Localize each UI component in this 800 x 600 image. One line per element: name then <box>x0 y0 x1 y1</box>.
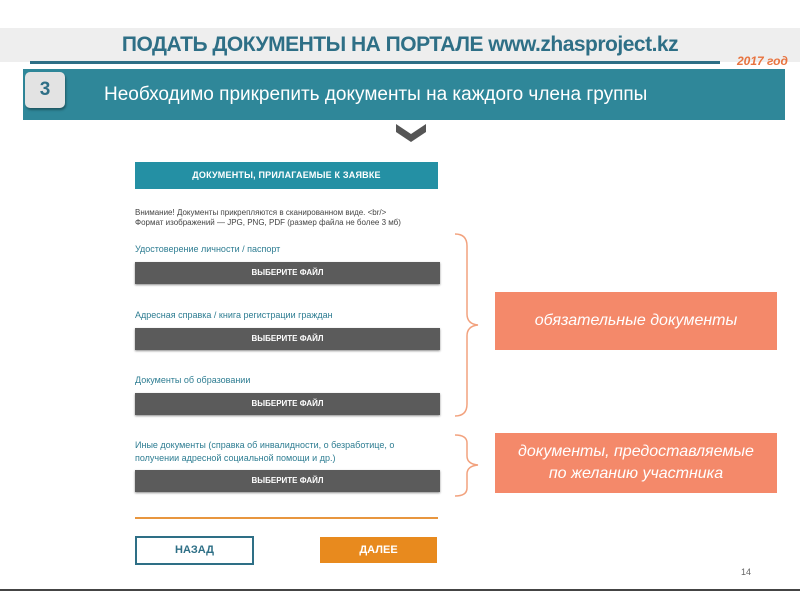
chevron-down-icon <box>396 124 426 144</box>
title-underline <box>30 61 720 64</box>
field-label-address: Адресная справка / книга регистрации граждан <box>135 310 333 320</box>
field-label-education: Документы об образовании <box>135 375 251 385</box>
choose-file-button-other[interactable]: ВЫБЕРИТЕ ФАЙЛ <box>135 470 440 492</box>
callout-required-documents: обязательные документы <box>495 292 777 350</box>
step-number-badge: 3 <box>25 72 65 108</box>
callout-line: по желанию участника <box>548 465 724 482</box>
curly-bracket-icons <box>450 228 490 503</box>
field-label-passport: Удостоверение личности / паспорт <box>135 244 281 254</box>
upload-notice <box>135 208 445 228</box>
year-label: 2017 год <box>737 54 788 68</box>
field-label-other: Иные документы (справка об инвалидности, о безработице, о получении адресной социальной помощи и др.) <box>135 440 395 463</box>
footer-line <box>0 589 800 591</box>
callout-optional-documents <box>495 433 777 493</box>
page-number: 14 <box>741 567 752 577</box>
back-button[interactable]: НАЗАД <box>135 536 254 565</box>
form-divider <box>135 517 438 519</box>
notice-line: Формат изображений — JPG, PNG, PDF (размер файла не более 3 мб) <box>135 218 401 227</box>
choose-file-button-address[interactable]: ВЫБЕРИТЕ ФАЙЛ <box>135 328 440 350</box>
notice-line: Внимание! Документы прикрепляются в сканированном виде. <br/> <box>135 208 387 217</box>
choose-file-button-passport[interactable]: ВЫБЕРИТЕ ФАЙЛ <box>135 262 440 284</box>
callout-line: документы, предоставляемые <box>518 443 754 460</box>
choose-file-button-education[interactable]: ВЫБЕРИТЕ ФАЙЛ <box>135 393 440 415</box>
page-title: ПОДАТЬ ДОКУМЕНТЫ НА ПОРТАЛЕ www.zhasproject.kz <box>121 33 679 56</box>
step-instruction: Необходимо прикрепить документы на каждого члена группы <box>104 84 648 105</box>
form-header: ДОКУМЕНТЫ, ПРИЛАГАЕМЫЕ К ЗАЯВКЕ <box>135 162 438 189</box>
next-button[interactable]: ДАЛЕЕ <box>320 537 437 563</box>
